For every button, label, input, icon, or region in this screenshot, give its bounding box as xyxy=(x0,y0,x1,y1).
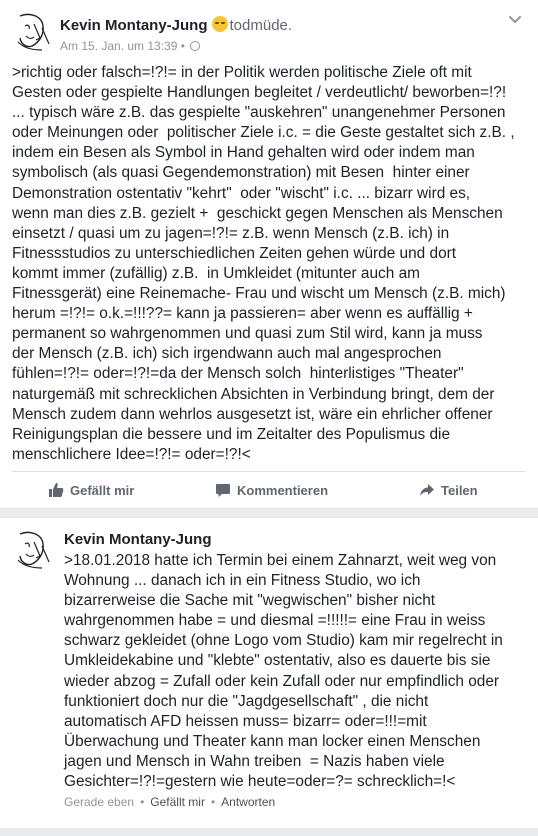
share-arrow-icon xyxy=(419,482,435,498)
author-name[interactable]: Kevin Montany-Jung xyxy=(60,17,208,34)
comment-button[interactable] xyxy=(215,472,328,508)
comment-label: Kommentieren xyxy=(237,482,329,498)
share-label: Teilen xyxy=(441,482,478,498)
comment-card xyxy=(0,518,538,828)
feeling-text: todmüde. xyxy=(229,17,293,34)
globe-icon xyxy=(190,41,200,51)
comment-reply-link[interactable]: Antworten xyxy=(221,795,276,809)
like-label: Gefällt mir xyxy=(70,482,135,498)
sleeping-emoji-icon xyxy=(212,16,228,32)
chevron-down-icon[interactable] xyxy=(508,12,522,26)
comment-author-name[interactable]: Kevin Montany-Jung xyxy=(64,531,212,548)
author-avatar[interactable] xyxy=(12,12,52,52)
avatar-drawing-icon xyxy=(12,12,52,52)
comment-text: >18.01.2018 hatte ich Termin bei einem Zahnarzt, weit weg von Wohnung ... danach ich in ein Fitness Studio, wo ich bizarrerweise die Sache mit "wegwischen" bisher nicht wahrgenommen habe = und diesmal =!!!!!= eine Frau in weiss schwarz gekleidet (ohne Logo vom Studio) kam mir regelrecht in Umkleidekabine und "klebte" ostentativ, also es dauerte bis sie wieder abzog = Zufall oder kein Zufall oder nur empfindlich oder funktioniert doch nur die "Jagdgesellschaft" , die nicht automatisch AFD heissen muss= bizarr= oder=!!!=mit Überwachung und Theater kann man locker einen Menschen jagen und Mensch in Wahn treiben = Nazis haben viele Gesichter=!?!=gestern wie heute=oder=?= schrecklich=!< xyxy=(64,552,503,791)
post-body-text: >richtig oder falsch=!?!= in der Politik werden politische Ziele oft mit Gesten oder gespielte Handlungen begleitet / verdeutlicht/ beworben=!?! ... typisch wäre z.B. das gespielte "auskehren" unangenehmer Personen oder Meinungen oder politischer Ziele i.c. = die Geste gestaltet sich z.B. , indem ein Besen als Symbol in Hand gehalten wird oder indem man symbolisch (als quasi Gegendemonstration) mit Besen hinter einer Demonstration ostentativ "kehrt" oder "wischt" i.c. ... bizarr wird es, wenn man dies z.B. gezielt + geschickt gegen Menschen als Menschen einsetzt / quasi um zu jagen=!?!= z.B. wenn Mensch (z.B. ich) in Fitnessstudios zu unterschiedlichen Zeiten gehen würde und dort kommt immer (zufällig) z.B. in Umkleidet (mitunter auch am Fitnessgerät) eine Reinemache- Frau und wischt um Mensch (z.B. mich) herum =!?!= o.k.=!!!??= kann ja passieren= aber wenn es auffällig + permanent so wahrgenommen und quasi zum Stil wird, kann ja muss der Mensch (z.B. ich) sich irgendwann auch mal angesprochen fühlen=!?!= oder=!?!=da der Mensch solch hinterlistiges "Theater" naturgemäß mit schrecklichen Absichten in Verbindung bringt, dem der Mensch zudem dann wehrlos ausgesetzt ist, wäre ein ehrlicher offener Reinigungsplan die bessere und im Zeitalter des Populismus die menschlichere Idee=!?!= oder=!?!< xyxy=(12,64,515,463)
comment-meta xyxy=(64,795,275,809)
meta-separator: • xyxy=(140,795,145,809)
thumbs-up-icon xyxy=(48,482,64,498)
like-button[interactable] xyxy=(48,472,134,508)
speech-bubble-icon xyxy=(215,482,231,498)
comment-time: Gerade eben xyxy=(64,795,135,809)
meta-separator: • xyxy=(180,39,185,53)
avatar-drawing-icon xyxy=(12,530,52,570)
comment-like-link[interactable]: Gefällt mir xyxy=(150,795,205,809)
meta-separator: • xyxy=(210,795,216,809)
share-button[interactable] xyxy=(419,472,478,508)
post-meta xyxy=(60,39,200,53)
post-header xyxy=(60,16,292,34)
action-bar xyxy=(0,472,538,508)
post-timestamp[interactable]: Am 15. Jan. um 13:39 xyxy=(60,39,178,53)
comment-author-avatar[interactable] xyxy=(12,530,52,570)
